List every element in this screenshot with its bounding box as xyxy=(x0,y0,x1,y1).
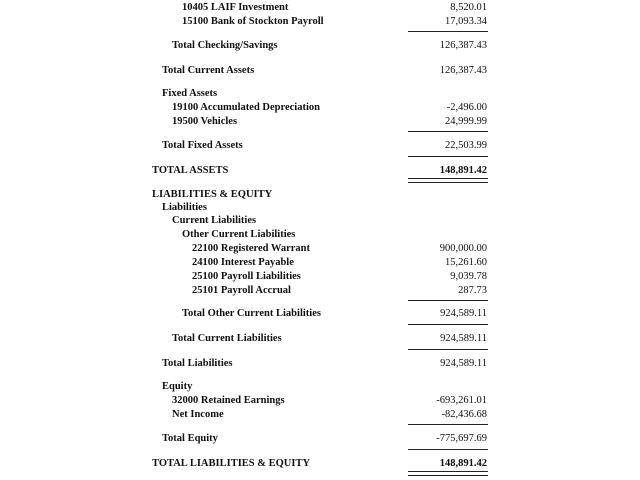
report-row xyxy=(0,242,640,256)
section-heading: Fixed Assets xyxy=(162,88,218,99)
subtotal-rule xyxy=(408,300,488,301)
subtotal-amount: 924,589.11 xyxy=(440,358,487,369)
account-amount: -693,261.01 xyxy=(436,395,487,406)
grand-total-amount: 148,891.42 xyxy=(439,165,487,176)
section-heading: Liabilities xyxy=(162,202,207,213)
subtotal-row xyxy=(0,357,640,371)
subtotal-amount: -775,697.69 xyxy=(436,433,487,444)
grand-total-row xyxy=(0,457,640,471)
subtotal-rule xyxy=(408,424,488,425)
section-heading: LIABILITIES & EQUITY xyxy=(152,189,273,200)
double-underline xyxy=(408,178,488,183)
account-amount: 17,093.34 xyxy=(445,16,487,27)
subtotal-row xyxy=(0,39,640,53)
account-label: Net Income xyxy=(172,409,224,420)
subtotal-row xyxy=(0,432,640,446)
total-rule xyxy=(408,156,488,157)
double-underline xyxy=(408,471,488,476)
report-row xyxy=(0,15,640,29)
account-amount: -82,436.68 xyxy=(441,409,487,420)
total-rule xyxy=(408,449,488,450)
account-amount: 15,261.60 xyxy=(445,257,487,268)
subtotal-row xyxy=(0,332,640,346)
account-amount: 900,000.00 xyxy=(439,243,487,254)
subtotal-label: Total Liabilities xyxy=(162,358,233,369)
subtotal-row xyxy=(0,307,640,321)
report-row xyxy=(0,408,640,422)
account-amount: 9,039.78 xyxy=(450,271,487,282)
subtotal-label: Total Checking/Savings xyxy=(172,40,278,51)
account-label: 10405 LAIF Investment xyxy=(182,2,289,13)
report-row xyxy=(0,270,640,284)
account-amount: -2,496.00 xyxy=(446,102,487,113)
subtotal-label: Total Fixed Assets xyxy=(162,140,243,151)
account-label: 19500 Vehicles xyxy=(172,116,238,127)
section-heading-row xyxy=(0,201,640,215)
report-row xyxy=(0,256,640,270)
grand-total-label: TOTAL LIABILITIES & EQUITY xyxy=(152,458,311,469)
section-heading: Other Current Liabilities xyxy=(182,229,296,240)
grand-total-row xyxy=(0,164,640,178)
subtotal-amount: 924,589.11 xyxy=(440,333,487,344)
subtotal-label: Total Equity xyxy=(162,433,218,444)
account-label: 22100 Registered Warrant xyxy=(192,243,311,254)
subtotal-rule xyxy=(408,324,488,325)
section-heading-row xyxy=(0,214,640,228)
grand-total-label: TOTAL ASSETS xyxy=(152,165,229,176)
section-heading-row xyxy=(0,228,640,242)
report-row xyxy=(0,101,640,115)
subtotal-rule xyxy=(408,31,488,32)
subtotal-row xyxy=(0,139,640,153)
subtotal-rule xyxy=(408,349,488,350)
report-row xyxy=(0,394,640,408)
account-label: 32000 Retained Earnings xyxy=(172,395,285,406)
account-amount: 8,520.01 xyxy=(450,2,487,13)
section-heading-row xyxy=(0,380,640,394)
subtotal-rule xyxy=(408,131,488,132)
subtotal-label: Total Current Liabilities xyxy=(172,333,282,344)
subtotal-amount: 126,387.43 xyxy=(439,65,487,76)
subtotal-label: Total Current Assets xyxy=(162,65,255,76)
account-amount: 24,999.99 xyxy=(445,116,487,127)
section-heading-row xyxy=(0,87,640,101)
account-label: 15100 Bank of Stockton Payroll xyxy=(182,16,324,27)
section-heading-row xyxy=(0,188,640,202)
account-label: 19100 Accumulated Depreciation xyxy=(172,102,320,113)
subtotal-amount: 924,589.11 xyxy=(440,308,487,319)
grand-total-amount: 148,891.42 xyxy=(439,458,487,469)
subtotal-amount: 22,503.99 xyxy=(445,140,487,151)
account-label: 24100 Interest Payable xyxy=(192,257,294,268)
subtotal-row xyxy=(0,64,640,78)
account-label: 25100 Payroll Liabilities xyxy=(192,271,301,282)
subtotal-amount: 126,387.43 xyxy=(439,40,487,51)
section-heading: Equity xyxy=(162,381,193,392)
subtotal-label: Total Other Current Liabilities xyxy=(182,308,321,319)
report-row xyxy=(0,115,640,129)
account-label: 25101 Payroll Accrual xyxy=(192,285,291,296)
account-amount: 287.73 xyxy=(458,285,487,296)
report-row xyxy=(0,284,640,298)
report-row xyxy=(0,1,640,15)
section-heading: Current Liabilities xyxy=(172,215,257,226)
